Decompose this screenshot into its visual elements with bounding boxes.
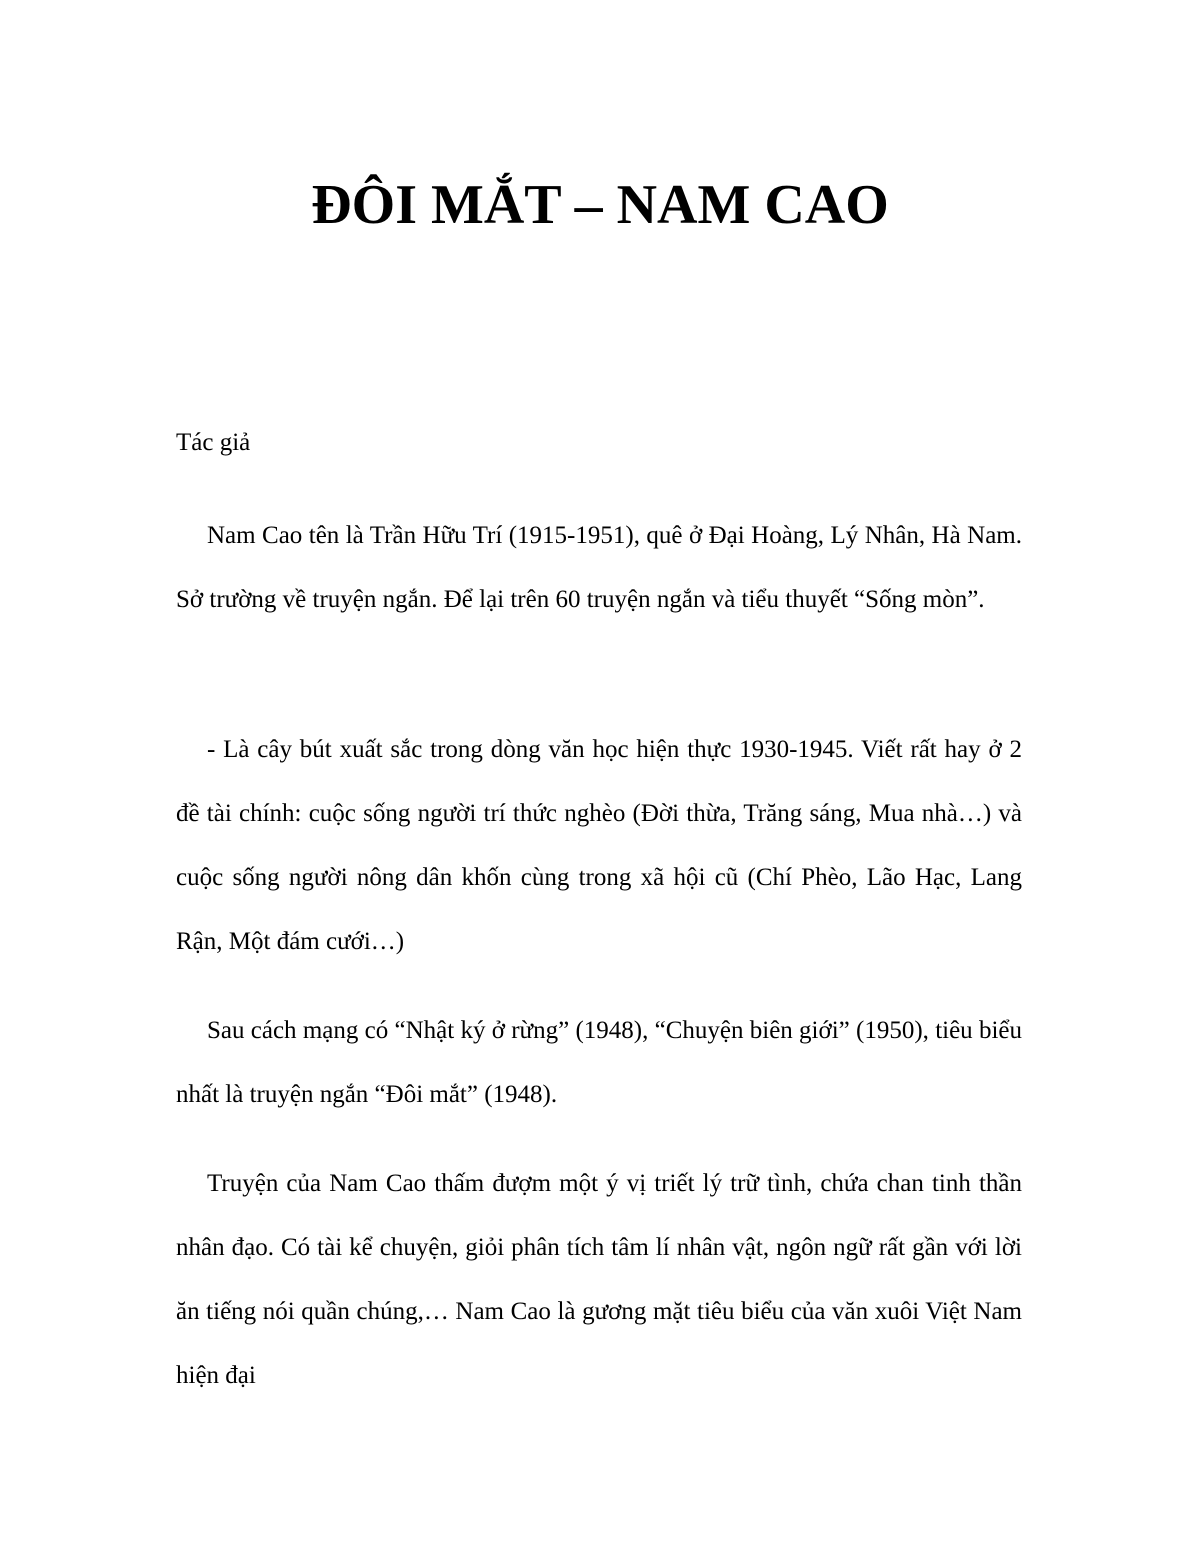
section-heading: Tác giả — [176, 429, 251, 456]
document-title: ĐÔI MẮT – NAM CAO — [311, 174, 889, 236]
paragraph-themes: - Là cây bút xuất sắc trong dòng văn học hiện thực 1930-1945. Viết rất hay ở 2 đề tài chính: cuộc sống người trí thức nghèo (Đời thừa, Trăng sáng, Mua nhà…) và cuộc sống người nông dân khốn cùng trong xã hội cũ (Chí Phèo, Lão Hạc, Lang Rận, Một đám cưới…) — [176, 736, 1022, 955]
paragraph-post-revolution: Sau cách mạng có “Nhật ký ở rừng” (1948), “Chuyện biên giới” (1950), tiêu biểu nhất là truyện ngắn “Đôi mắt” (1948). — [176, 1017, 1022, 1108]
paragraph-style: Truyện của Nam Cao thấm đượm một ý vị triết lý trữ tình, chứa chan tinh thần nhân đạo. Có tài kể chuyện, giỏi phân tích tâm lí nhân vật, ngôn ngữ rất gần với lời ăn tiếng nói quần chúng,… Nam Cao là gương mặt tiêu biểu của văn xuôi Việt Nam hiện đại — [176, 1170, 1022, 1389]
paragraph-biography: Nam Cao tên là Trần Hữu Trí (1915-1951), quê ở Đại Hoàng, Lý Nhân, Hà Nam. Sở trường về truyện ngắn. Để lại trên 60 truyện ngắn và tiểu thuyết “Sống mòn”. — [176, 522, 1022, 613]
